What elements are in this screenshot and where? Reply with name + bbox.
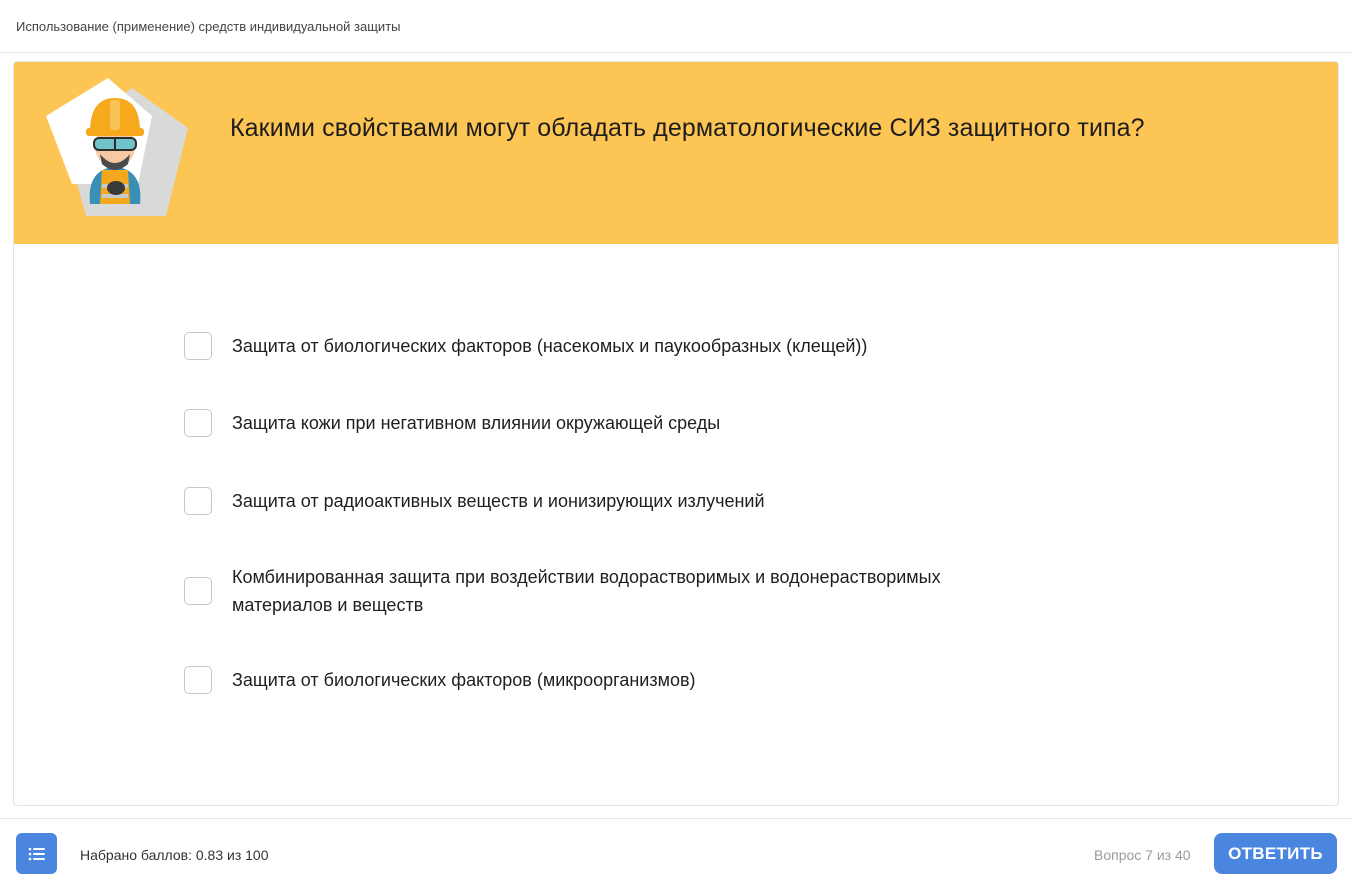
list-icon <box>28 846 46 862</box>
question-text: Какими свойствами могут обладать дерматологические СИЗ защитного типа? <box>230 114 1145 142</box>
answer-button[interactable]: ОТВЕТИТЬ <box>1214 833 1337 874</box>
option-label[interactable]: Комбинированная защита при воздействии водорастворимых и водонерастворимых материалов и веществ <box>232 567 941 615</box>
question-banner <box>14 62 1339 244</box>
option-label[interactable]: Защита кожи при негативном влиянии окружающей среды <box>232 413 721 433</box>
score-text: Набрано баллов: 0.83 из 100 <box>80 847 269 863</box>
construction-worker-mascot-icon <box>42 76 194 218</box>
option-label[interactable]: Защита от биологических факторов (микроорганизмов) <box>232 670 696 690</box>
option-label[interactable]: Защита от радиоактивных веществ и ионизирующих излучений <box>232 491 765 511</box>
option-checkbox[interactable] <box>184 577 212 605</box>
footer-bar <box>0 818 1353 887</box>
option-checkbox[interactable] <box>184 666 212 694</box>
option-checkbox[interactable] <box>184 409 212 437</box>
option-item[interactable] <box>184 666 1084 694</box>
option-item[interactable] <box>184 487 1084 515</box>
option-checkbox[interactable] <box>184 487 212 515</box>
option-item[interactable] <box>184 409 1084 437</box>
option-item[interactable] <box>184 563 1084 619</box>
option-label[interactable]: Защита от биологических факторов (насекомых и паукообразных (клещей)) <box>232 336 868 356</box>
option-checkbox[interactable] <box>184 332 212 360</box>
question-progress: Вопрос 7 из 40 <box>1094 847 1191 863</box>
page-title: Использование (применение) средств индивидуальной защиты <box>16 19 401 34</box>
top-bar <box>0 0 1353 53</box>
questions-list-button[interactable] <box>16 833 57 874</box>
option-item[interactable] <box>184 332 1084 360</box>
